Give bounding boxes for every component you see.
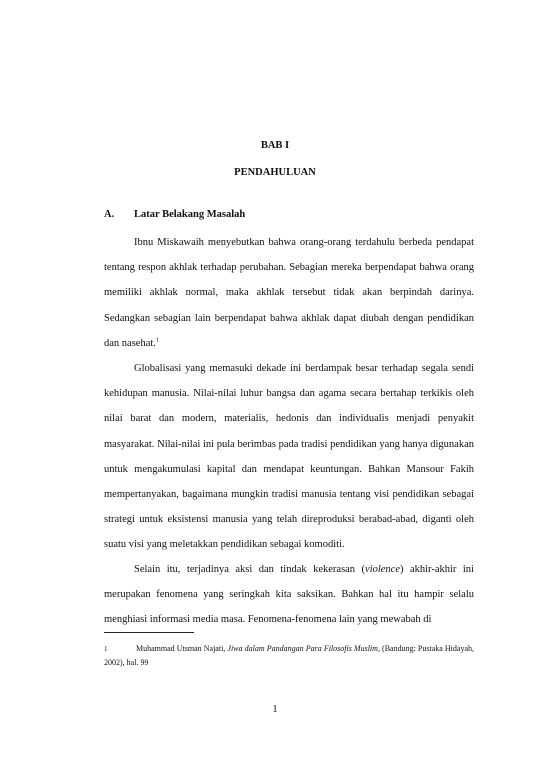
footnote-ref-1: 1 xyxy=(155,336,160,344)
paragraph-2-text: Globalisasi yang memasuki dekade ini berdampak besar terhadap segala sendi kehidupan manusia. Nilai-nilai luhur bangsa dan agama secara bertahap terkikis oleh nilai barat dan modern, materialis, hedonis dan individualis menjadi penyakit masyarakat. Nilai-nilai ini pula berimbas pada tradisi pendidikan yang hanya digunakan untuk mengakumulasi kapital dan mendapat keuntungan. Bahkan Mansour Fakih mempertanyakan, bagaimana mungkin tradisi manusia tentang visi pendidikan sebagai strategi untuk eksistensi manusia yang telah direproduksi berabad-abad, diganti oleh suatu visi yang meletakkan pendidikan sebagai komoditi. xyxy=(104,363,474,551)
paragraph-3-before: Selain itu, terjadinya aksi dan tindak kekerasan ( xyxy=(134,564,366,575)
section-heading xyxy=(104,209,245,220)
footnote-divider xyxy=(104,632,194,633)
section-number: A. xyxy=(104,209,115,220)
paragraph-3-italic: violence xyxy=(365,564,401,575)
paragraph-1 xyxy=(104,230,474,356)
footnote-publication: , (Bandung: Pustaka Hidayah, 2002), hal. 99 xyxy=(104,644,475,667)
chapter-label: BAB I xyxy=(260,140,290,151)
paragraph-1-text: Ibnu Miskawaih menyebutkan bahwa orang-orang terdahulu berbeda pendapat tentang respon akhlak terhadap perubahan. Sebagian mereka berpendapat bahwa orang memiliki akhlak normal, maka akhlak tersebut tidak akan berpindah darinya. Sedangkan sebagian lain berpendapat bahwa akhlak dapat diubah dengan pendidikan dan nasehat. xyxy=(104,237,474,349)
section-title: Latar Belakang Masalah xyxy=(134,209,246,220)
footnote-mark: 1 xyxy=(104,645,108,653)
paragraph-3 xyxy=(104,557,474,633)
paragraph-2 xyxy=(104,356,474,558)
footnote-author: Muhammad Utsman Najati, xyxy=(136,644,228,653)
footnote-1 xyxy=(104,642,474,670)
footnote-title: Jiwa dalam Pandangan Para Filosofis Muslim xyxy=(227,644,378,653)
chapter-title: PENDAHULUAN xyxy=(234,167,316,178)
page-number: 1 xyxy=(272,704,278,715)
paragraph-3-after: ) akhir-akhir ini merupakan fenomena yang seringkah kita saksikan. Bahkan hal itu hampir selalu menghiasi informasi media masa. Fenomena-fenomena lain yang mewabah di xyxy=(104,564,474,626)
